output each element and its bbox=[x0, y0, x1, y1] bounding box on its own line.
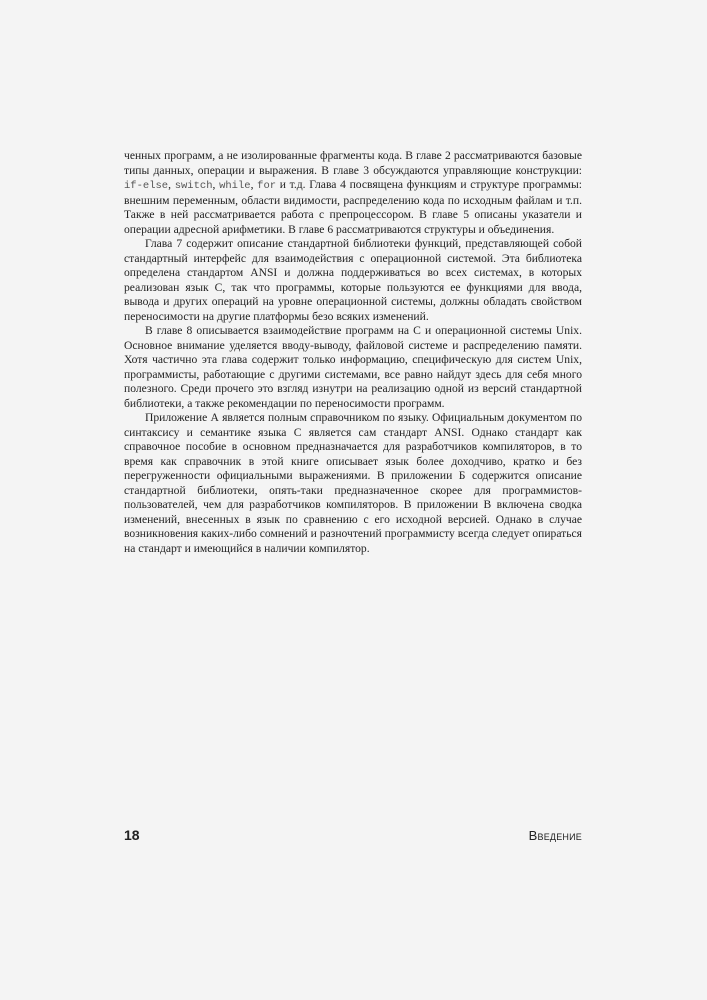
paragraph-2: Глава 7 содержит описание стандартной библиотеки функций, представляющей собой стандартный интерфейс для взаимодействия с операционной системой. Эта библиотека определена стандартом ANSI и должна поддерживаться во всех системах, в которых реализован язык С, так что программы, которые пользуются ее функциями для ввода, вывода и других операций на уровне операционной системы, должны обладать свойством переносимости на другие платформы безо всяких изменений. bbox=[124, 237, 582, 323]
paragraph-1-text-b: и т.д. Глава 4 посвящена функциям и структуре программы: внешним переменным, области видимости, распределению кода по исходным файлам и т.п. Также в ней рассматривается работа с препроцессором. В главе 5 описаны указатели и операции адресной арифметики. В главе 6 рассматриваются структуры и объединения. bbox=[124, 178, 583, 236]
page-number: 18 bbox=[124, 827, 140, 843]
code-while: while bbox=[219, 180, 251, 192]
paragraph-3: В главе 8 описывается взаимодействие программ на С и операционной системы Unix. Основное внимание уделяется вводу-выводу, файловой системе и распределению памяти. Хотя частично эта глава содержит только информацию, специфическую для систем Unix, программисты, работающие с другими системами, все равно найдут здесь для себя много полезного. Среди прочего это взгляд изнутри на реализацию одной из версий стандартной библиотеки, а также рекомендации по переносимости программ. bbox=[124, 324, 582, 410]
separator-3: , bbox=[250, 178, 258, 191]
code-if-else: if-else bbox=[124, 180, 169, 192]
separator-2: , bbox=[212, 178, 220, 191]
code-switch: switch bbox=[174, 180, 213, 192]
paragraph-1 bbox=[124, 149, 582, 237]
paragraph-4: Приложение А является полным справочником по языку. Официальным документом по синтаксису и семантике языка С является сам стандарт ANSI. Однако стандарт как справочное пособие в основном предназначается для разработчиков компиляторов, в то время как справочник в этой книге описывает язык более доходчиво, кратко и без перегруженности официальными выражениями. В приложении Б содержится описание стандартной библиотеки, опять-таки предназначенное скорее для программистов-пользователей, чем для разработчиков компиляторов. В приложении В включена сводка изменений, внесенных в язык по сравнению с его исходной версией. Однако в случае возникновения каких-либо сомнений и разночтений программисту всегда следует опираться на стандарт и имеющийся в наличии компилятор. bbox=[124, 411, 582, 555]
code-for: for bbox=[257, 180, 277, 192]
running-head: Введение bbox=[528, 828, 582, 843]
page-footer bbox=[124, 827, 582, 847]
paragraph-1-text-a: ченных программ, а не изолированные фрагменты кода. В главе 2 рассматриваются базовые типы данных, операции и выражения. В главе 3 обсуждаются управляющие конструкции: bbox=[124, 149, 582, 177]
separator-1: , bbox=[168, 178, 175, 191]
body-text bbox=[124, 149, 582, 556]
